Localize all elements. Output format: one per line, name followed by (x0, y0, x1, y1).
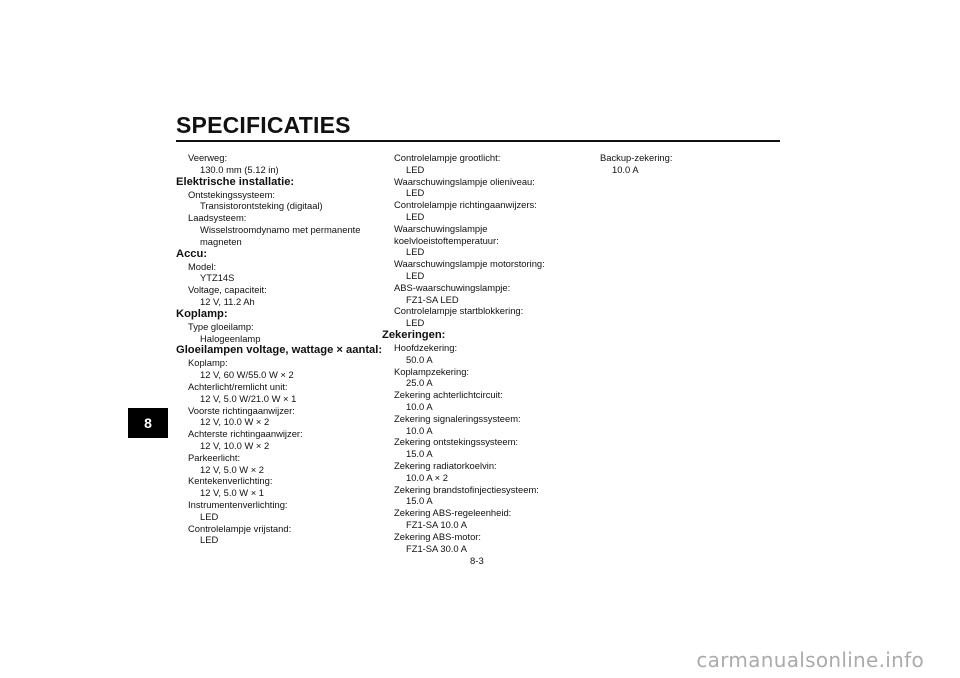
spec-value: LED (406, 210, 425, 222)
spec-value: Halogeenlamp (200, 332, 261, 344)
section-heading: Zekeringen: (382, 328, 446, 341)
spec-label: Zekering brandstofinjectiesysteem: (394, 483, 539, 495)
section-heading: Elektrische installatie: (176, 175, 295, 188)
spec-label: Controlelampje grootlicht: (394, 152, 501, 163)
spec-label: Model: (188, 260, 217, 272)
spec-label: Controlelampje richtingaanwijzers: (394, 199, 537, 211)
spec-label: Zekering ABS-regeleenheid: (394, 507, 512, 519)
spec-label: Achterlicht/remlicht unit: (188, 380, 288, 392)
spec-value: 25.0 A (406, 377, 433, 389)
spec-label: Ontstekingssysteem: (188, 188, 276, 200)
spec-label: Waarschuwingslampje motorstoring: (394, 258, 545, 270)
spec-value: 10.0 A (612, 163, 639, 175)
spec-value: 12 V, 60 W/55.0 W × 2 (200, 369, 294, 381)
spec-value: LED (200, 534, 219, 546)
spec-label: Koplamp: (188, 357, 228, 369)
spec-value: LED (200, 510, 219, 522)
spec-value: 12 V, 10.0 W × 2 (200, 416, 270, 428)
spec-value: 10.0 A × 2 (406, 471, 448, 483)
spec-value: FZ1-SA 30.0 A (406, 542, 467, 554)
section-heading: Accu: (176, 247, 208, 260)
spec-value: 12 V, 10.0 W × 2 (200, 439, 270, 451)
spec-label: Zekering signaleringssysteem: (394, 412, 521, 424)
spec-column-3 (588, 152, 778, 176)
spec-value: LED (406, 187, 425, 199)
spec-label: Parkeerlicht: (188, 451, 241, 463)
spec-label: Backup-zekering: (600, 152, 673, 163)
section-heading: Gloeilampen voltage, wattage × aantal: (176, 344, 383, 357)
section-heading: Koplamp: (176, 307, 228, 320)
spec-label: Zekering ABS-motor: (394, 530, 482, 542)
spec-label: ABS-waarschuwingslampje: (394, 281, 511, 293)
spec-value: 130.0 mm (5.12 in) (200, 163, 279, 175)
spec-label: Controlelampje startblokkering: (394, 305, 524, 317)
spec-label: Laadsysteem: (188, 212, 247, 224)
spec-value: LED (406, 246, 425, 258)
footer-watermark: carmanualsonline.info (696, 648, 924, 672)
spec-label: Zekering radiatorkoelvin: (394, 459, 497, 471)
spec-value: 12 V, 5.0 W × 2 (200, 463, 265, 475)
spec-value: FZ1-SA LED (406, 293, 459, 305)
spec-label: Type gloeilamp: (188, 320, 254, 332)
spec-value: 15.0 A (406, 495, 433, 507)
spec-value: 15.0 A (406, 448, 433, 460)
spec-value: FZ1-SA 10.0 A (406, 518, 467, 530)
chapter-tab: 8 (128, 408, 168, 438)
spec-value: 12 V, 5.0 W/21.0 W × 1 (200, 392, 297, 404)
spec-label: Instrumentenverlichting: (188, 498, 288, 510)
spec-value: 12 V, 11.2 Ah (200, 295, 255, 307)
spec-value: YTZ14S (200, 272, 235, 284)
spec-label: koelvloeistoftemperatuur: (394, 234, 499, 246)
spec-label: Zekering achterlichtcircuit: (394, 389, 503, 401)
page-number: 8-3 (470, 556, 484, 567)
spec-column-1 (176, 152, 383, 546)
spec-value: 10.0 A (406, 424, 433, 436)
spec-value: LED (406, 317, 425, 329)
spec-label: Controlelampje vrijstand: (188, 522, 292, 534)
spec-label: Waarschuwingslampje olieniveau: (394, 175, 535, 187)
spec-value: 50.0 A (406, 353, 433, 365)
spec-value: 12 V, 5.0 W × 1 (200, 487, 265, 499)
spec-value: 10.0 A (406, 400, 433, 412)
spec-value: LED (406, 269, 425, 281)
spec-value: Wisselstroomdynamo met permanente (200, 223, 361, 235)
title-rule (176, 140, 780, 142)
spec-value: Transistorontsteking (digitaal) (200, 200, 323, 212)
page-title: SPECIFICATIES (176, 112, 351, 138)
spec-value: magneten (200, 235, 242, 247)
spec-label: Veerweg: (188, 152, 228, 163)
spec-label: Hoofdzekering: (394, 341, 458, 353)
spec-label: Voltage, capaciteit: (188, 284, 267, 296)
spec-label: Kentekenverlichting: (188, 475, 273, 487)
spec-label: Voorste richtingaanwijzer: (188, 404, 295, 416)
spec-label: Zekering ontstekingssysteem: (394, 436, 519, 448)
spec-label: Koplampzekering: (394, 365, 470, 377)
spec-label: Achterste richtingaanwijzer: (188, 428, 303, 440)
spec-column-2 (382, 152, 582, 554)
spec-label: Waarschuwingslampje (394, 222, 488, 234)
spec-value: LED (406, 163, 425, 175)
